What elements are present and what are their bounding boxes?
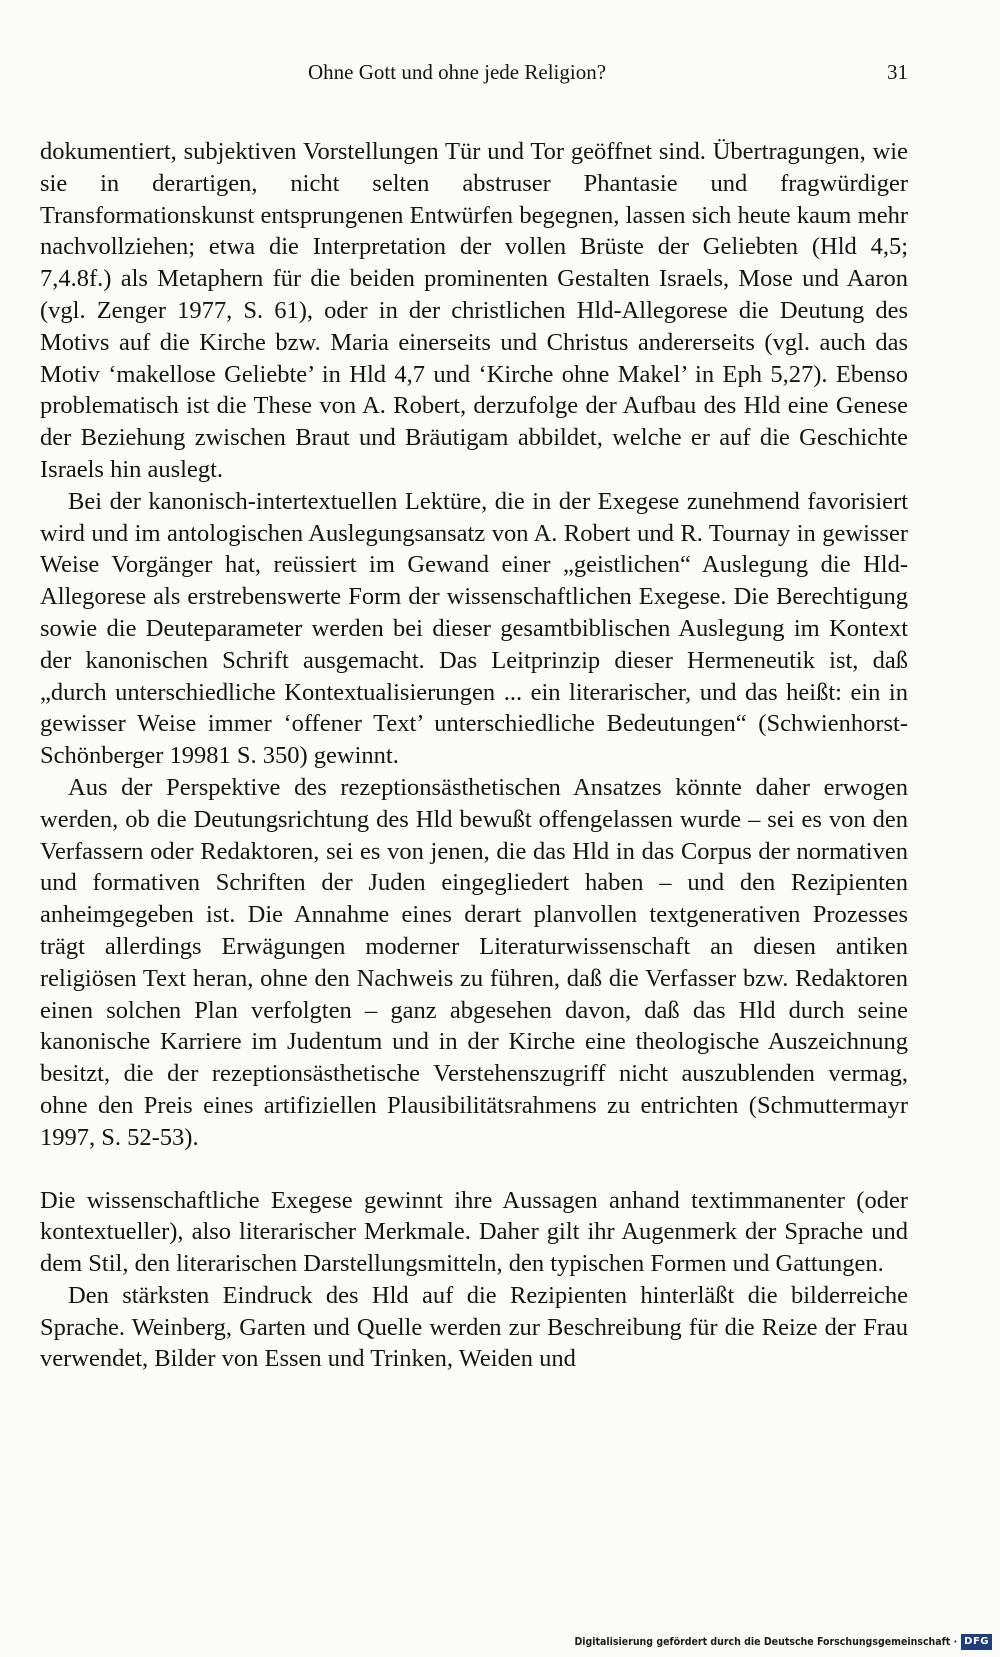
dfg-logo: DFG [961,1634,992,1650]
paragraph-wissenschaftliche-exegese: Die wissenschaftliche Exegese gewinnt ihre Aussagen anhand textimmanenter (oder kontextueller), also literarischer Merkmale. Daher gilt ihr Augenmerk der Sprache und dem Stil, den literarischen Darstellungsmitteln, den typischen Formen und Gattungen. [40,1186,908,1278]
paragraph-bilderreiche-sprache: Den stärksten Eindruck des Hld auf die Rezipienten hinterläßt die bilderreiche Sprache. Weinberg, Garten und Quelle werden zur Beschreibung für die Reize der Frau verwendet, Bilder von Essen und Trinken, Weiden und [40,1281,908,1373]
section-gap [40,1154,908,1185]
paragraph-continuation: dokumentiert, subjektiven Vorstellungen Tür und Tor geöffnet sind. Übertragungen, wie sie in derartigen, nicht selten abstruser Phantasie und fragwürdiger Transformationskunst entsprungenen Entwürfen begegnen, lassen sich heute kaum mehr nachvollziehen; etwa die Interpretation der vollen Brüste der Geliebten (Hld 4,5; 7,4.8f.) als Metaphern für die beiden prominenten Gestalten Israels, Mose und Aaron (vgl. Zenger 1977, S. 61), oder in der christlichen Hld-Allegorese die Deutung des Motivs auf die Kirche bzw. Maria einerseits und Christus andererseits (vgl. auch das Motiv ‘makellose Geliebte’ in Hld 4,7 und ‘Kirche ohne Makel’ in Eph 5,27). Ebenso problematisch ist die These von A. Robert, derzufolge der Aufbau des Hld eine Genese der Beziehung zwischen Braut und Bräutigam abbildet, welche er auf die Geschichte Israels hin auslegt. [40,138,908,483]
page-number: 31 [887,60,908,84]
digitization-credit [574,1632,992,1652]
running-title: Ohne Gott und ohne jede Religion? [308,60,607,84]
body-text [40,136,908,1375]
page-header [40,60,908,90]
paragraph-rezeptionsaesthetisch: Aus der Perspektive des rezeptionsästhetischen Ansatzes könnte daher erwogen werden, ob die Deutungsrichtung des Hld bewußt offengelassen wurde – sei es von den Verfassern oder Redaktoren, sei es von jenen, die das Hld in das Corpus der normativen und formativen Schriften der Juden eingegliedert haben – und den Rezipienten anheimgegeben ist. Die Annahme eines derart planvollen textgenerativen Prozesses trägt allerdings Erwägungen moderner Literaturwissenschaft an diesen antiken religiösen Text heran, ohne den Nachweis zu führen, daß die Verfasser bzw. Redaktoren einen solchen Plan verfolgten – ganz abgesehen davon, daß das Hld durch seine kanonische Karriere im Judentum und in der Kirche eine theologische Auszeichnung besitzt, die der rezeptionsästhetische Verstehenszugriff nicht auszublenden vermag, ohne den Preis eines artifiziellen Plausibilitätsrahmens zu entrichten (Schmuttermayr 1997, S. 52-53). [40,773,908,1151]
credit-text: Digitalisierung gefördert durch die Deutsche Forschungsgemeinschaft · [574,1636,958,1648]
paragraph-kanonisch: Bei der kanonisch-intertextuellen Lektüre, die in der Exegese zunehmend favorisiert wird und im antologischen Auslegungsansatz von A. Robert und R. Tournay in gewisser Weise Vorgänger hat, reüssiert im Gewand einer „geistlichen“ Auslegung die Hld-Allegorese als erstrebenswerte Form der wissenschaftlichen Exegese. Die Berechtigung sowie die Deuteparameter werden bei dieser gesamtbiblischen Auslegung im Kontext der kanonischen Schrift ausgemacht. Das Leitprinzip dieser Hermeneutik ist, daß „durch unterschiedliche Kontextualisierungen ... ein literarischer, und das heißt: ein in gewisser Weise immer ‘offener Text’ unterschiedliche Bedeutungen“ (Schwienhorst-Schönberger 19981 S. 350) gewinnt. [40,487,908,770]
